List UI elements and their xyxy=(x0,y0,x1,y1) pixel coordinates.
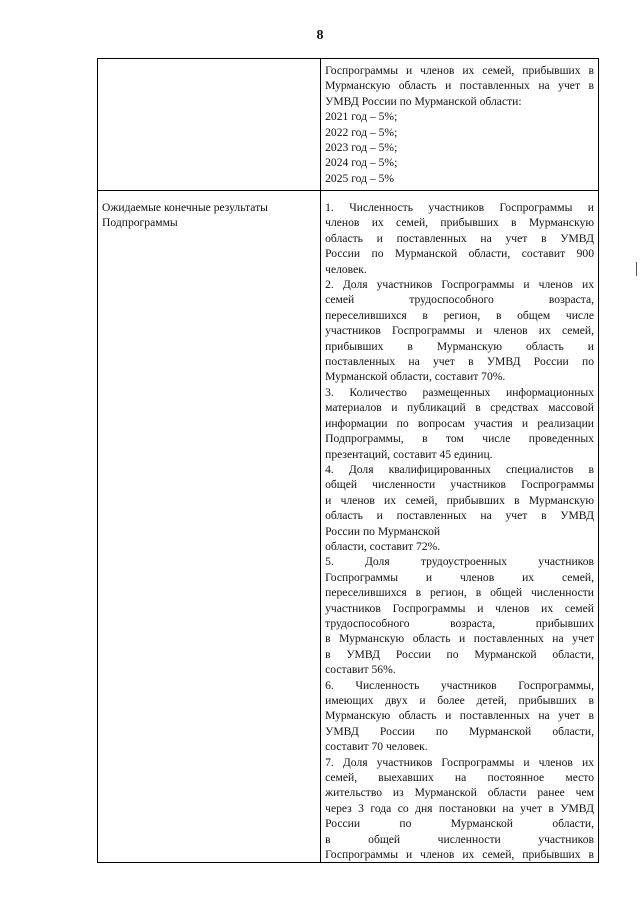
text-line: Госпрограммы и членов их семей, прибывших в xyxy=(325,64,594,77)
target-indicator-values xyxy=(325,63,594,186)
text-line: 5. Доля трудоустроенных участников xyxy=(325,555,594,569)
text-line: 2024 год – 5%; xyxy=(325,156,398,170)
expected-results-list xyxy=(325,200,594,862)
text-line: 7. Доля участников Госпрограммы и членов их xyxy=(325,755,594,769)
text-line: составит 70 человек. xyxy=(325,740,428,754)
text-line: 4. Доля квалифицированных специалистов в xyxy=(325,462,594,476)
text-line: и членов их семей, прибывших в Мурманскую xyxy=(325,493,594,507)
text-line: участников Госпрограммы и членов их семей xyxy=(325,601,594,615)
scan-margin-mark xyxy=(636,262,637,276)
text-line: материалов и публикаций в средствах массовой xyxy=(325,401,594,415)
text-line: России по Мурманской области, составит 900 xyxy=(325,247,594,261)
text-line: переселившихся в регион, в общей численности xyxy=(325,586,594,600)
text-line: 2023 год – 5%; xyxy=(325,141,398,155)
text-line: жительство из Мурманской области ранее чем xyxy=(325,786,594,800)
text-line: 2. Доля участников Госпрограммы и членов их xyxy=(325,278,594,292)
text-line: составит 56%. xyxy=(325,663,396,677)
row-label xyxy=(98,59,321,191)
text-line: 2025 год – 5% xyxy=(325,171,395,185)
subprogram-passport-table xyxy=(97,58,599,863)
text-line: имеющих двух и более детей, прибывших в xyxy=(325,694,594,707)
text-line: общей численности участников Госпрограммы xyxy=(325,478,594,492)
text-line: Мурманскую область и поставленных на учет в xyxy=(325,709,594,723)
text-line: УМВД России по Мурманской области, xyxy=(325,724,594,738)
text-line: трудоспособного возраста, прибывших xyxy=(325,616,594,630)
text-line: поставленных на учет в УМВД России по xyxy=(325,355,594,369)
text-line: презентаций, составит 45 единиц. xyxy=(325,447,493,461)
text-line: области, составит 72%. xyxy=(325,539,441,553)
text-line: в Мурманскую область и поставленных на учет xyxy=(325,632,594,646)
row-label-expected-results: Ожидаемые конечные результаты Подпрограммы xyxy=(98,191,321,863)
text-line: семей трудоспособного возраста, xyxy=(325,293,594,307)
table-row xyxy=(98,59,599,191)
text-line: через 3 года со дня постановки на учет в УМВД xyxy=(325,801,594,815)
text-line: 6. Численность участников Госпрограммы, xyxy=(325,678,594,692)
text-line: 2022 год – 5%; xyxy=(325,125,398,139)
page-number: 8 xyxy=(316,28,324,43)
text-line: человек. xyxy=(325,262,367,276)
text-line: 1. Численность участников Госпрограммы и xyxy=(325,201,594,214)
text-line: прибывших в Мурманскую область и xyxy=(325,339,594,353)
text-line: информации по вопросам участия и реализации xyxy=(325,416,594,430)
text-line: переселившихся в регион, в общем числе xyxy=(325,308,594,322)
row-content xyxy=(321,191,599,863)
text-line: России по Мурманской xyxy=(325,524,441,538)
text-line: России по Мурманской области, xyxy=(325,817,594,831)
text-line: область и поставленных на учет в УМВД xyxy=(325,231,594,245)
text-line: Подпрограммы, в том числе проведенных xyxy=(325,432,594,446)
text-line: Мурманскую область и поставленных на учет в xyxy=(325,79,594,93)
text-line: 3. Количество размещенных информационных xyxy=(325,385,594,399)
text-line: членов их семей, прибывших в Мурманскую xyxy=(325,216,594,230)
text-line: семей, выехавших на постоянное место xyxy=(325,771,594,785)
text-line: участников Госпрограммы и членов их семей, xyxy=(325,324,594,338)
text-line: 2021 год – 5%; xyxy=(325,110,398,124)
text-line: в общей численности участников xyxy=(325,832,594,846)
text-line: в УМВД России по Мурманской области, xyxy=(325,647,594,661)
table-row xyxy=(98,191,599,863)
text-line: Мурманской области, составит 70%. xyxy=(325,370,506,384)
text-line: Госпрограммы и членов их семей, прибывших в xyxy=(325,848,594,862)
row-content xyxy=(321,59,599,191)
text-line: Госпрограммы и членов их семей, xyxy=(325,570,594,584)
text-line: УМВД России по Мурманской области: xyxy=(325,94,522,108)
text-line: область и поставленных на учет в УМВД xyxy=(325,509,594,523)
